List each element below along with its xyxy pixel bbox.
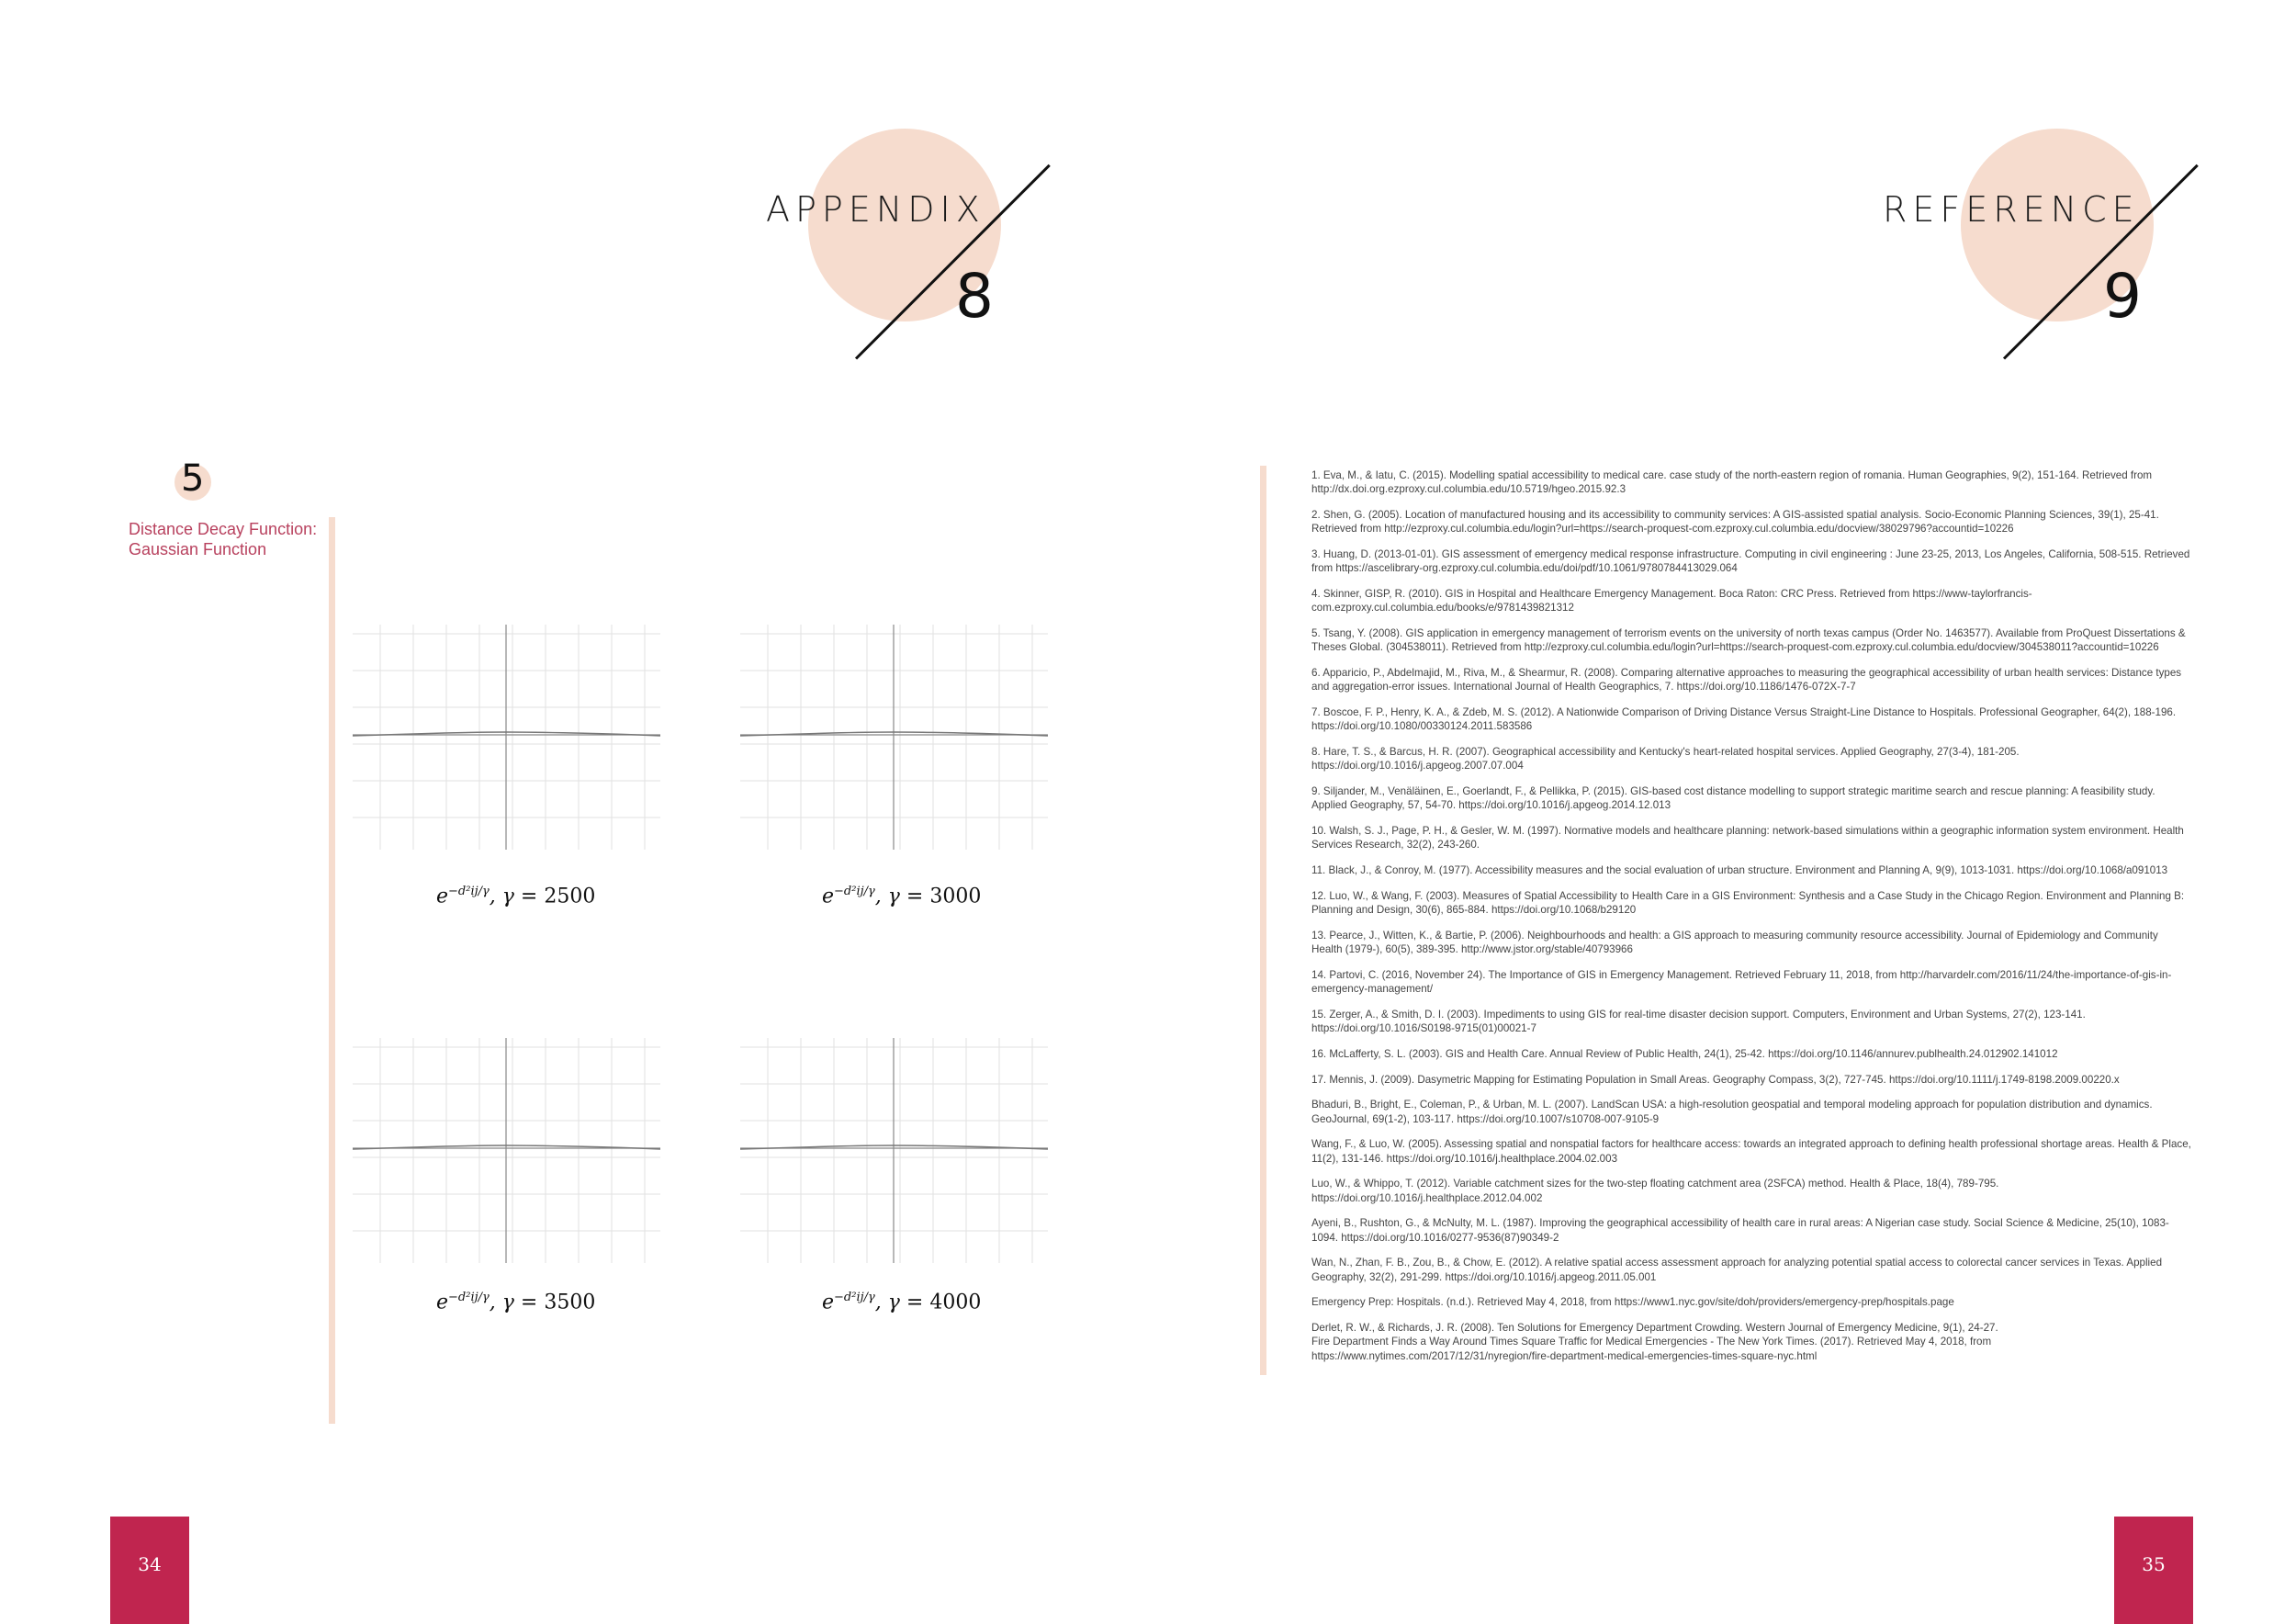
reference-item: 6. Apparicio, P., Abdelmajid, M., Riva, M., & Shearmur, R. (2008). Comparing alternative approaches to measuring the geographical accessibility of urban health services: Distance types and aggregation-error issues. International Journal of Health Geographics, 7. https://doi.org/10.1186/1476-072X-7-7	[1311, 667, 2182, 694]
reference-item: 12. Luo, W., & Wang, F. (2003). Measures of Spatial Accessibility to Health Care in a GIS Environment: Synthesis and a Case Study in the Chicago Region. Environment and Planning B: Planning and Design, 30(6), 865-884. https://doi.org/10.1068/b29120	[1311, 889, 2185, 916]
page-number-right: 35	[2142, 1553, 2166, 1575]
subsection-title	[129, 519, 317, 559]
formula-3000: $e^{-d^2ij/\gamma}$, γ = 3000	[822, 885, 982, 908]
reference-item: 17. Mennis, J. (2009). Dasymetric Mapping for Estimating Population in Small Areas. Geography Compass, 3(2), 727-745. https://doi.org/10.1111/j.1749-8198.2009.00220.x	[1311, 1073, 2120, 1086]
reference-item: 10. Walsh, S. J., Page, P. H., & Gesler, W. M. (1997). Normative models and healthcare planning: network-based simulations within a geographic information system environment. Health Services Research, 32(2), 243-260.	[1311, 825, 2184, 851]
subsection-title-line1: Distance Decay Function:	[129, 520, 318, 538]
gaussian-graph-4000	[740, 1038, 1048, 1263]
reference-item: 13. Pearce, J., Witten, K., & Bartie, P. (2006). Neighbourhoods and health: a GIS approach to measuring community resource accessibility. Journal of Epidemiology and Community Health (1979-), 60(5), 389-395. http://www.jstor.org/stable/40793966	[1311, 929, 2158, 955]
right-vertical-bar	[1260, 466, 1266, 1375]
reference-item: 16. McLafferty, S. L. (2003). GIS and Health Care. Annual Review of Public Health, 24(1), 25-42. https://doi.org/10.1146/annurev.publhealth.24.012902.141012	[1311, 1047, 2058, 1060]
gaussian-graph-2500	[353, 625, 660, 850]
left-vertical-bar	[329, 517, 335, 1424]
subsection-number: 5	[181, 457, 205, 500]
reference-item: Wan, N., Zhan, F. B., Zou, B., & Chow, E. (2012). A relative spatial access assessment approach for analyzing potential spatial access to colorectal cancer services in Texas. Applied Geography, 32(2), 291-299. https://doi.org/10.1016/j.apgeog.2011.05.001	[1311, 1257, 2163, 1283]
reference-item: 8. Hare, T. S., & Barcus, H. R. (2007). Geographical accessibility and Kentucky's heart-related hospital services. Applied Geography, 27(3-4), 181-205. https://doi.org/10.1016/j.apgeog.2007.07.004	[1311, 746, 2020, 773]
page-number-tab-right	[2114, 1517, 2193, 1624]
reference-item: 3. Huang, D. (2013-01-01). GIS assessment of emergency medical response infrastructure. Computing in civil engineering : June 23-25, 2013, Los Angeles, California, 508-515. Retrieved from https://ascelibrary-org.ezproxy.cul.columbia.edu/doi/pdf/10.1061/9780784413029.064	[1311, 548, 2190, 575]
subsection-title-line2: Gaussian Function	[129, 540, 267, 558]
reference-item: 9. Siljander, M., Venäläinen, E., Goerlandt, F., & Pellikka, P. (2015). GIS-based cost distance modelling to support strategic maritime search and rescue planning: A feasibility study. Applied Geography, 57, 54-70. https://doi.org/10.1016/j.apgeog.2014.12.013	[1311, 785, 2155, 812]
gaussian-graph-3500	[353, 1038, 660, 1263]
reference-item: 2. Shen, G. (2005). Location of manufactured housing and its accessibility to community services: A GIS-assisted spatial analysis. Socio-Economic Planning Sciences, 39(1), 25-41. Retrieved from http://ezproxy.cul.columbia.edu/login?url=https://search-proquest-com.ezproxy.cul.columbia.edu/docview/38029796?accountid=10226	[1311, 509, 2159, 536]
formula-4000: $e^{-d^2ij/\gamma}$, γ = 4000	[822, 1291, 982, 1314]
appendix-title: APPENDIX	[766, 189, 985, 230]
gaussian-graph-3000	[740, 625, 1048, 850]
reference-item: Derlet, R. W., & Richards, J. R. (2008). Ten Solutions for Emergency Department Crowding. Western Journal of Emergency Medicine, 9(1), 24-27. Fire Department Finds a Way Around Times Square Traffic for Medical Emergencies - The New York Times. (2017). Retrieved May 4, 2018, from https://www.nytimes.com/2017/12/31/nyregion/fire-department-medical-emergencies-times-square-nyc.html	[1311, 1322, 1998, 1362]
appendix-number: 8	[955, 261, 994, 332]
page-number-left: 34	[138, 1553, 162, 1575]
reference-item: 15. Zerger, A., & Smith, D. I. (2003). Impediments to using GIS for real-time disaster decision support. Computers, Environment and Urban Systems, 27(2), 123-141. https://doi.org/10.1016/S0198-9715(01)00021-7	[1311, 1008, 2086, 1034]
reference-item: Bhaduri, B., Bright, E., Coleman, P., & Urban, M. L. (2007). LandScan USA: a high-resolution geospatial and temporal modeling approach for population distribution and dynamics. GeoJournal, 69(1-2), 103-117. https://doi.org/10.1007/s10708-007-9105-9	[1311, 1099, 2153, 1125]
reference-number: 9	[2103, 261, 2142, 332]
reference-title: REFERENCE	[1883, 189, 2140, 230]
reference-item: 14. Partovi, C. (2016, November 24). The Importance of GIS in Emergency Management. Retrieved February 11, 2018, from http://harvardelr.com/2016/11/24/the-importance-of-gis-in-emergency-management/	[1311, 968, 2172, 995]
page-number-tab-left	[110, 1517, 189, 1624]
reference-item: 11. Black, J., & Conroy, M. (1977). Accessibility measures and the social evaluation of urban structure. Environment and Planning A, 9(9), 1013-1031. https://doi.org/10.1068/a091013	[1311, 864, 2168, 876]
reference-item: 4. Skinner, GISP, R. (2010). GIS in Hospital and Healthcare Emergency Management. Boca Raton: CRC Press. Retrieved from https://www-taylorfrancis-com.ezproxy.cul.columbia.edu/books/e/9781439821312	[1311, 588, 2032, 615]
formula-2500: $e^{-d^2ij/\gamma}$, γ = 2500	[436, 885, 596, 908]
reference-item: 5. Tsang, Y. (2008). GIS application in emergency management of terrorism events on the university of north texas campus (Order No. 1463577). Available from ProQuest Dissertations & Theses Global. (304538011). Retrieved from http://ezproxy.cul.columbia.edu/login?url=https://search-proquest-com.ezproxy.cul.columbia.edu/docview/304538011?accountid=10226	[1311, 627, 2186, 654]
reference-item: Luo, W., & Whippo, T. (2012). Variable catchment sizes for the two-step floating catchment area (2SFCA) method. Health & Place, 18(4), 789-795. https://doi.org/10.1016/j.healthplace.2012.04.002	[1311, 1178, 1999, 1204]
reference-item: Emergency Prep: Hospitals. (n.d.). Retrieved May 4, 2018, from https://www1.nyc.gov/site/doh/providers/emergency-prep/hospitals.page	[1311, 1296, 1954, 1309]
formula-3500: $e^{-d^2ij/\gamma}$, γ = 3500	[436, 1291, 596, 1314]
reference-item: 7. Boscoe, F. P., Henry, K. A., & Zdeb, M. S. (2012). A Nationwide Comparison of Driving Distance Versus Straight-Line Distance to Hospitals. Professional Geographer, 64(2), 188-196. https://doi.org/10.1080/00330124.2011.583586	[1311, 706, 2177, 733]
reference-item: Wang, F., & Luo, W. (2005). Assessing spatial and nonspatial factors for healthcare access: towards an integrated approach to defining health professional shortage areas. Health & Place, 11(2), 131-146. https://doi.org/10.1016/j.healthplace.2004.02.003	[1311, 1138, 2191, 1165]
reference-list	[1311, 468, 2191, 1374]
reference-item: 1. Eva, M., & Iatu, C. (2015). Modelling spatial accessibility to medical care. case study of the north-eastern region of romania. Human Geographies, 9(2), 151-164. Retrieved from http://dx.doi.org.ezproxy.cul.columbia.edu/10.5719/hgeo.2015.92.3	[1311, 469, 2153, 496]
reference-item: Ayeni, B., Rushton, G., & McNulty, M. L. (1987). Improving the geographical accessibility of health care in rural areas: A Nigerian case study. Social Science & Medicine, 25(10), 1083-1094. https://doi.org/10.1016/0277-9536(87)90349-2	[1311, 1217, 2169, 1244]
